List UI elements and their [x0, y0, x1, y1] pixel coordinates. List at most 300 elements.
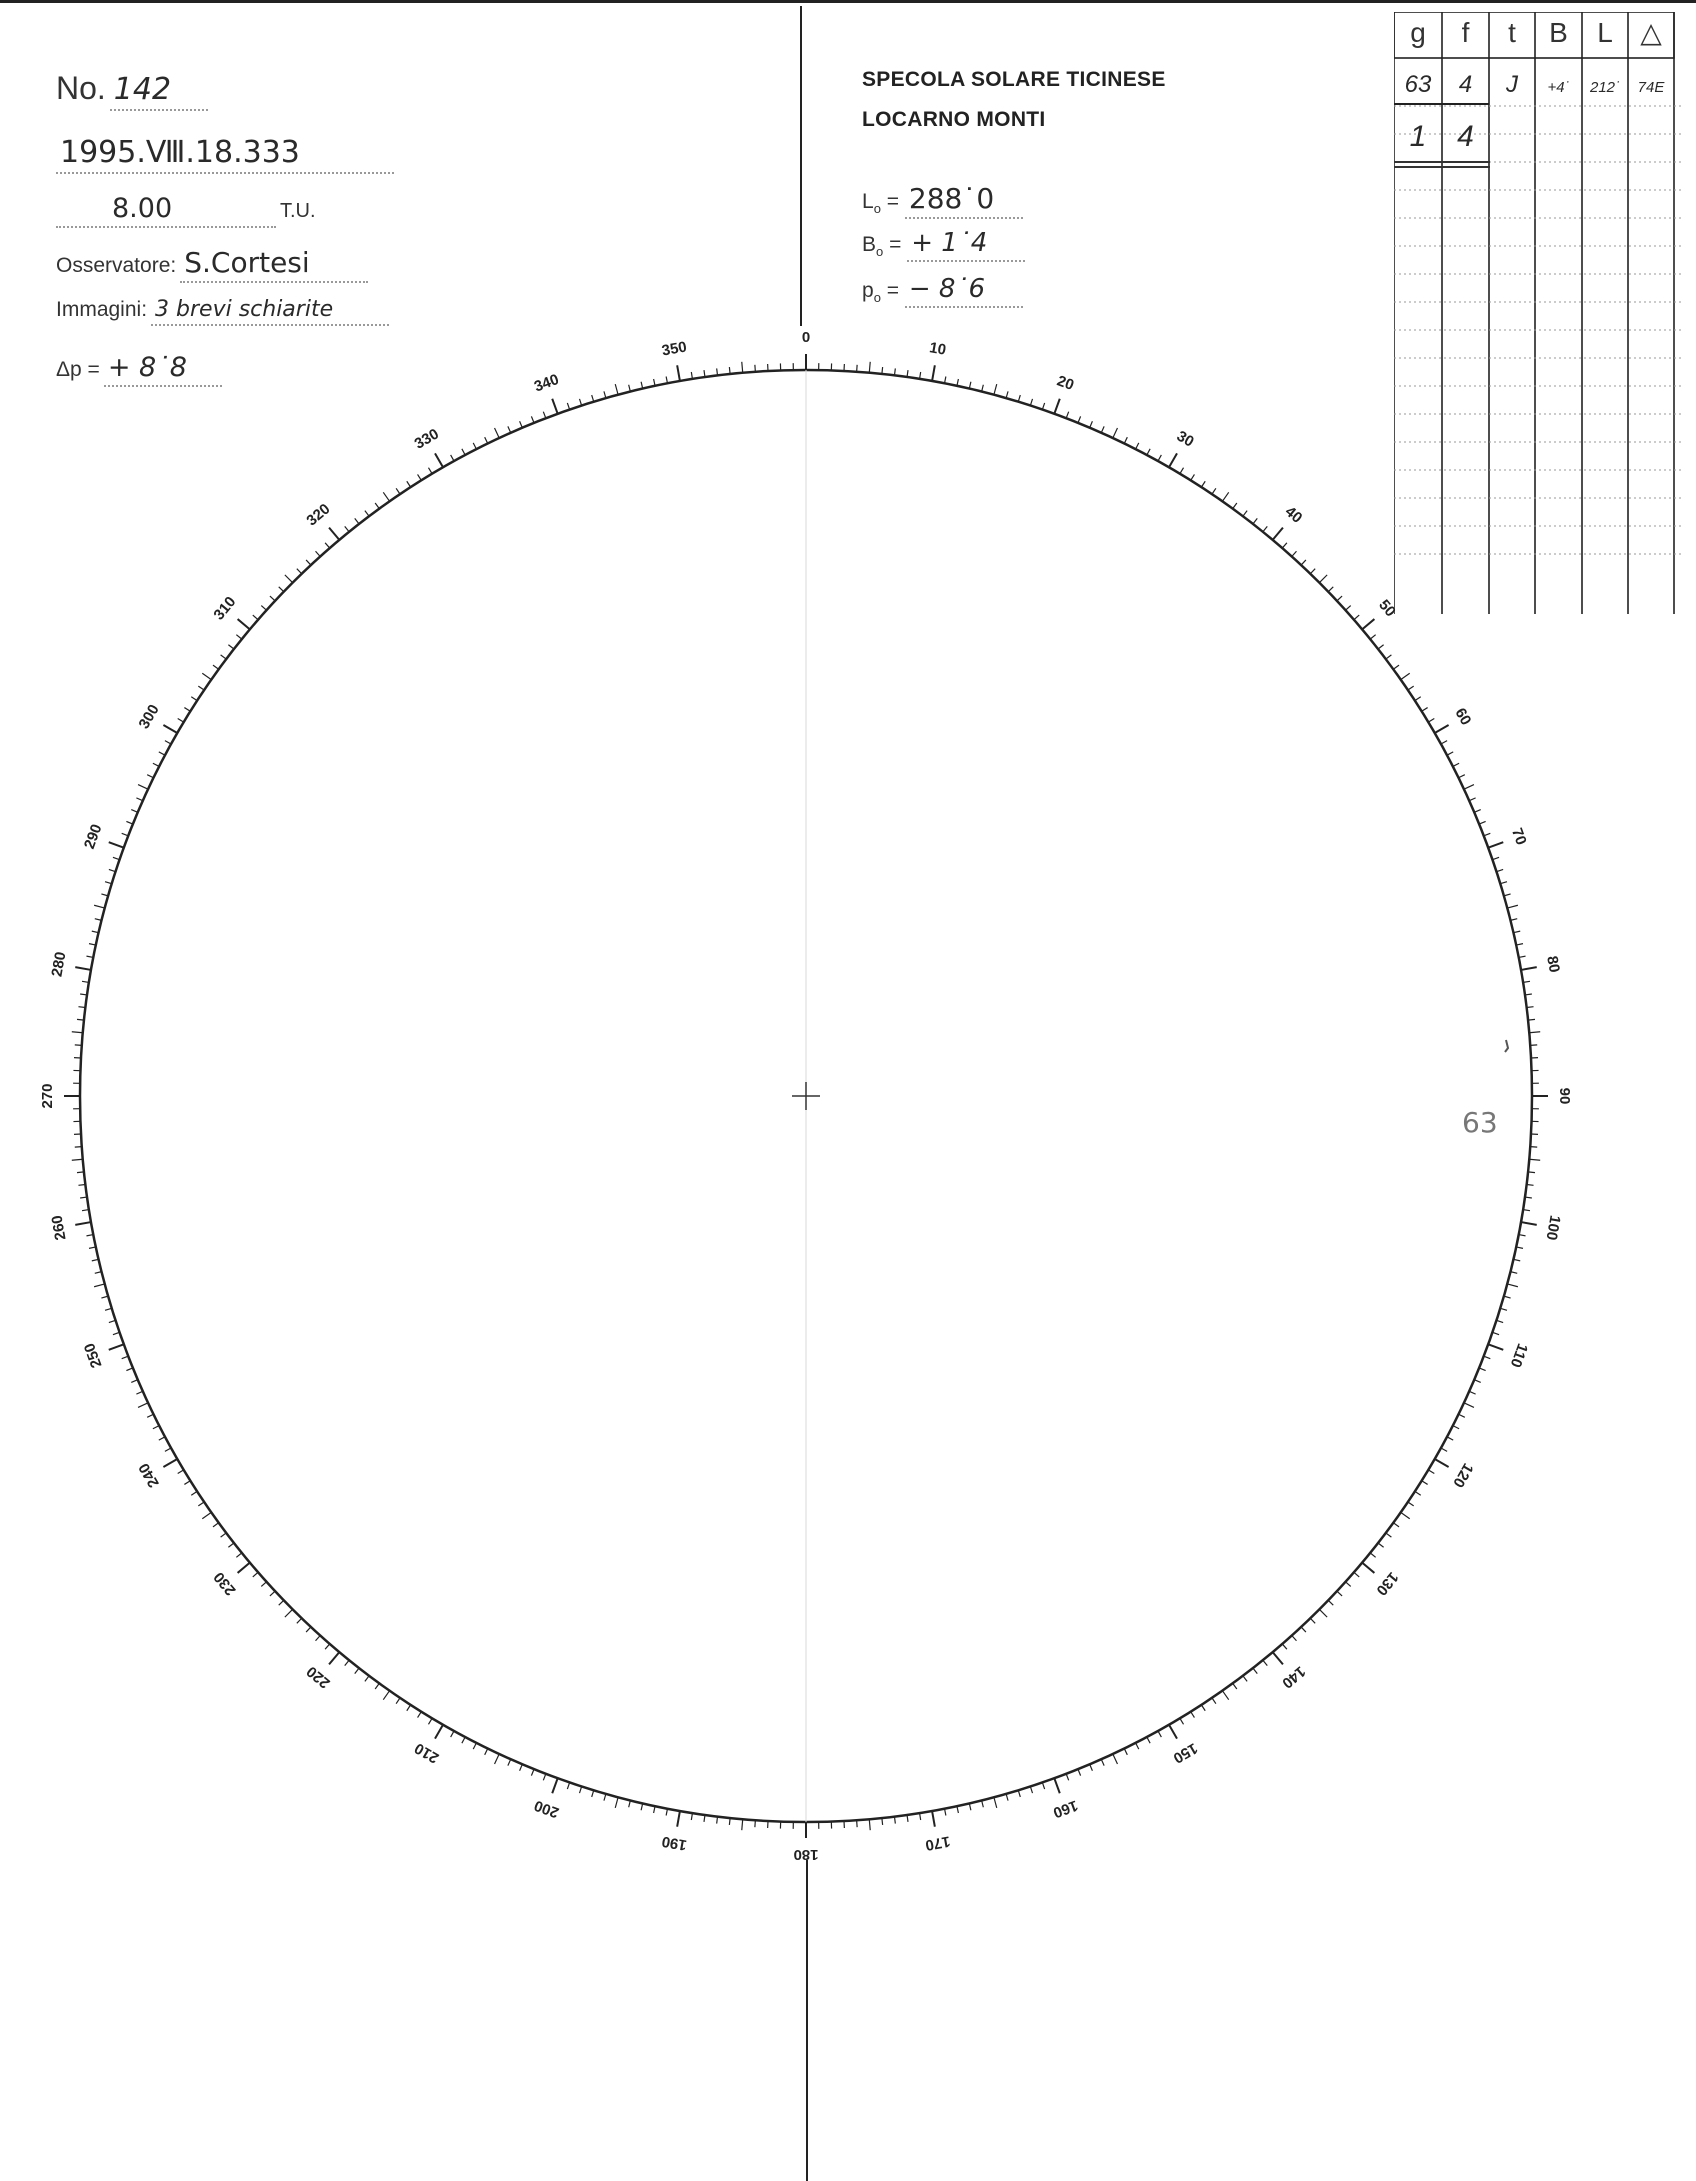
degree-tick [345, 526, 349, 531]
degree-tick [1337, 596, 1342, 601]
degree-tick [1496, 869, 1503, 871]
degree-tick [1488, 842, 1503, 847]
degree-tick [122, 1356, 129, 1359]
degree-tick [1393, 665, 1399, 669]
degree-label: 310 [210, 593, 240, 624]
degree-tick [165, 741, 171, 744]
degree-tick [1054, 1778, 1059, 1793]
degree-tick [1018, 395, 1020, 402]
degree-tick [1492, 857, 1499, 859]
degree-tick [957, 1806, 958, 1813]
degree-tick [1101, 426, 1104, 432]
observatory-name-line1: SPECOLA SOLARE TICINESE [862, 68, 1166, 91]
degree-tick [1201, 481, 1205, 487]
degree-tick [969, 382, 971, 389]
degree-tick [1337, 1591, 1342, 1596]
degree-tick [306, 560, 311, 565]
degree-tick [1310, 569, 1315, 574]
degree-label: 280 [48, 950, 70, 979]
degree-tick [729, 367, 730, 374]
degree-tick [95, 919, 102, 921]
degree-tick [543, 412, 546, 419]
degree-tick [1169, 453, 1177, 467]
degree-label: 90 [1556, 1087, 1574, 1105]
degree-tick [72, 1159, 83, 1160]
date-value: 1995.Ⅷ.18.333 [56, 135, 394, 174]
degree-tick [462, 449, 465, 455]
degree-tick [473, 1743, 476, 1749]
degree-tick [1516, 1247, 1523, 1248]
degree-label: 70 [1507, 825, 1530, 848]
degree-tick [383, 492, 389, 501]
degree-tick [531, 416, 534, 422]
degree-tick [994, 1797, 997, 1808]
degree-tick [94, 1284, 105, 1287]
degree-tick [1301, 560, 1306, 565]
degree-tick [1521, 1222, 1537, 1225]
degree-tick [1282, 543, 1287, 548]
degree-tick [1301, 1627, 1306, 1632]
degree-tick [1435, 725, 1449, 733]
degree-tick [894, 1817, 895, 1824]
degree-tick [202, 673, 211, 679]
degree-tick [932, 1811, 935, 1827]
degree-label: 120 [1449, 1460, 1477, 1491]
degree-tick [279, 1600, 284, 1605]
degree-label: 240 [135, 1460, 163, 1491]
degree-tick [1507, 1284, 1518, 1287]
degree-tick [1441, 741, 1447, 744]
degree-tick [869, 1819, 870, 1830]
time-value: 8.00 [56, 193, 276, 228]
degree-tick [191, 1491, 197, 1495]
degree-label: 160 [1050, 1796, 1081, 1822]
degree-tick [1180, 468, 1184, 474]
degree-tick [191, 697, 197, 701]
degree-tick [473, 443, 476, 449]
degree-tick [147, 775, 153, 778]
degree-tick [396, 488, 400, 494]
degree-tick [418, 474, 422, 480]
degree-label: 80 [1543, 954, 1563, 974]
degree-tick [567, 403, 569, 410]
degree-tick [213, 665, 219, 669]
degree-tick [178, 1470, 184, 1474]
degree-tick [1513, 1259, 1520, 1261]
degree-tick [198, 686, 204, 690]
degree-tick [641, 1803, 643, 1810]
degree-tick [435, 453, 443, 467]
table-header-cell: B [1549, 17, 1568, 48]
degree-tick [297, 1618, 302, 1623]
degree-tick [1447, 1437, 1453, 1440]
degree-tick [1136, 443, 1139, 449]
l0-sub: o [873, 201, 881, 217]
degree-tick [1422, 1481, 1428, 1485]
degree-label: 230 [210, 1568, 240, 1599]
degree-label: 220 [303, 1662, 334, 1692]
degree-tick [742, 1819, 743, 1830]
degree-tick [1401, 1512, 1410, 1518]
degree-label: 110 [1506, 1341, 1531, 1370]
degree-tick [253, 615, 258, 620]
degree-tick [316, 1636, 321, 1641]
degree-tick [894, 368, 895, 375]
degree-tick [325, 1644, 330, 1649]
degree-tick [1488, 1344, 1503, 1349]
degree-tick [1054, 399, 1059, 414]
degree-tick [531, 1769, 534, 1775]
degree-label: 350 [660, 338, 689, 360]
degree-tick [932, 365, 935, 381]
table-cell: 1 [1409, 120, 1427, 153]
degree-tick [717, 368, 718, 375]
degree-tick [592, 395, 594, 402]
degree-tick [1428, 1470, 1434, 1474]
degree-tick [1113, 428, 1118, 438]
degree-label: 180 [793, 1846, 819, 1864]
p0-value: − 8˙6 [905, 274, 1023, 308]
degree-tick [552, 1778, 557, 1793]
degree-tick [1528, 1172, 1535, 1173]
l0-eq: = [886, 190, 900, 213]
degree-tick [1370, 635, 1375, 639]
degree-tick [1428, 718, 1434, 722]
images-label: Immagini: [56, 298, 148, 321]
degree-tick [1496, 1320, 1503, 1322]
degree-tick [1030, 1786, 1032, 1793]
degree-tick [77, 1172, 84, 1173]
degree-tick [75, 1222, 91, 1225]
degree-tick [113, 857, 120, 859]
degree-tick [1243, 511, 1247, 517]
degree-tick [1243, 1676, 1247, 1682]
degree-tick [982, 1800, 984, 1807]
degree-label: 0 [801, 328, 811, 346]
degree-tick [1310, 1618, 1315, 1623]
degree-tick [1441, 1448, 1447, 1451]
degree-tick [1516, 944, 1523, 945]
degree-label: 60 [1451, 705, 1475, 729]
degree-tick [138, 1403, 148, 1408]
degree-tick [178, 718, 184, 722]
degree-tick [729, 1818, 730, 1825]
degree-tick [994, 384, 997, 395]
degree-tick [418, 1712, 422, 1718]
degree-tick [109, 842, 124, 847]
degree-tick [1370, 1553, 1375, 1557]
degree-tick [136, 1391, 142, 1394]
degree-tick [1500, 882, 1507, 884]
degree-tick [1158, 1731, 1161, 1737]
degree-tick [1078, 1769, 1081, 1775]
degree-tick [579, 399, 581, 406]
degree-tick [261, 1582, 266, 1587]
degree-tick [451, 1731, 454, 1737]
degree-tick [1136, 1743, 1139, 1749]
degree-tick [508, 1759, 511, 1765]
degree-label: 10 [928, 339, 948, 359]
degree-label: 340 [531, 370, 562, 396]
degree-tick [1529, 1159, 1540, 1160]
degree-tick [742, 362, 743, 373]
degree-tick [1527, 1007, 1534, 1008]
degree-tick [1393, 1523, 1399, 1527]
degree-tick [1362, 1563, 1374, 1573]
degree-tick [1253, 518, 1257, 524]
degree-tick [508, 426, 511, 432]
degree-tick [1147, 1737, 1150, 1743]
degree-tick [1180, 1718, 1184, 1724]
degree-tick [153, 1426, 159, 1429]
degree-tick [654, 1806, 655, 1813]
degree-tick [1319, 1609, 1327, 1617]
degree-tick [345, 1660, 349, 1665]
degree-tick [1101, 1759, 1104, 1765]
degree-tick [1447, 752, 1453, 755]
degree-tick [365, 511, 369, 517]
degree-tick [109, 1344, 124, 1349]
degree-label: 190 [660, 1832, 689, 1854]
degree-tick [238, 1563, 250, 1573]
degree-label: 140 [1278, 1662, 1309, 1692]
degree-tick [396, 1698, 400, 1704]
degree-tick [1328, 587, 1333, 592]
degree-tick [1492, 1332, 1499, 1334]
degree-tick [579, 1786, 581, 1793]
degree-tick [1464, 785, 1474, 790]
table-header-cell: f [1461, 17, 1470, 48]
degree-label: 330 [411, 425, 442, 453]
degree-tick [1415, 697, 1421, 701]
degree-label: 130 [1372, 1568, 1402, 1599]
degree-tick [1201, 1705, 1205, 1711]
degree-tick [184, 1481, 190, 1485]
degree-tick [1222, 1691, 1228, 1700]
degree-tick [869, 362, 870, 373]
degree-tick [1479, 821, 1485, 824]
degree-tick [1386, 1533, 1392, 1537]
degree-tick [1282, 1644, 1287, 1649]
degree-tick [407, 481, 411, 487]
degree-tick [153, 763, 159, 766]
degree-tick [1459, 1414, 1465, 1417]
degree-tick [641, 382, 643, 389]
dp-label: Δp = [56, 358, 100, 381]
degree-tick [1464, 1403, 1474, 1408]
degree-label: 40 [1281, 503, 1306, 527]
degree-tick [253, 1572, 258, 1577]
degree-tick [654, 379, 655, 386]
degree-tick [1435, 1459, 1449, 1467]
degree-tick [1469, 798, 1475, 801]
degree-tick [365, 1676, 369, 1682]
degree-tick [592, 1790, 594, 1797]
degree-tick [1484, 833, 1491, 836]
table-cell: 63 [1404, 71, 1432, 98]
degree-tick [375, 1683, 379, 1689]
p0-sub: o [873, 290, 881, 306]
degree-tick [316, 551, 321, 556]
degree-tick [109, 869, 116, 871]
degree-tick [1354, 615, 1359, 620]
l0-value: 288˙0 [905, 182, 1023, 219]
degree-tick [238, 619, 250, 629]
degree-label: 20 [1054, 372, 1077, 395]
b0-label: B [862, 233, 877, 256]
degree-tick [1378, 645, 1384, 649]
sunspot-mark [1505, 1040, 1508, 1052]
degree-label: 200 [531, 1796, 562, 1822]
degree-tick [1147, 449, 1150, 455]
degree-tick [1124, 1749, 1127, 1755]
group-annotation: 63 [1462, 1106, 1498, 1139]
degree-tick [520, 421, 523, 427]
degree-tick [285, 575, 293, 583]
degree-tick [78, 1007, 85, 1008]
degree-tick [329, 1652, 339, 1664]
degree-tick [1066, 1774, 1069, 1781]
degree-tick [221, 655, 227, 659]
degree-tick [485, 1749, 488, 1755]
degree-tick [1212, 1698, 1216, 1704]
dp-value: + 8˙8 [104, 352, 222, 387]
degree-tick [882, 367, 883, 374]
degree-tick [495, 1754, 500, 1764]
degree-tick [677, 365, 680, 381]
degree-tick [957, 379, 958, 386]
degree-tick [1042, 1782, 1044, 1789]
l0-label: L [862, 190, 874, 213]
degree-tick [1292, 551, 1297, 556]
degree-tick [325, 543, 330, 548]
degree-tick [1191, 474, 1195, 480]
degree-tick [198, 1502, 204, 1506]
degree-tick [75, 967, 91, 970]
degree-tick [1378, 1543, 1384, 1547]
degree-tick [163, 725, 177, 733]
degree-tick [1422, 708, 1428, 712]
degree-tick [629, 1800, 631, 1807]
degree-tick [72, 1032, 83, 1033]
degree-tick [297, 569, 302, 574]
degree-tick [428, 1718, 432, 1724]
degree-tick [184, 708, 190, 712]
degree-tick [1474, 810, 1480, 813]
degree-tick [1233, 1683, 1237, 1689]
degree-tick [407, 1705, 411, 1711]
degree-tick [279, 587, 284, 592]
degree-tick [109, 1320, 116, 1322]
degree-tick [1362, 619, 1374, 629]
degree-tick [270, 596, 275, 601]
degree-tick [92, 931, 99, 933]
degree-tick [329, 528, 339, 540]
degree-tick [355, 1668, 359, 1674]
degree-tick [1453, 1426, 1459, 1429]
degree-tick [1042, 403, 1044, 410]
degree-tick [1263, 526, 1267, 531]
degree-tick [1529, 1032, 1540, 1033]
degree-tick [1078, 416, 1081, 422]
degree-tick [163, 1459, 177, 1467]
degree-tick [1346, 606, 1351, 611]
degree-tick [1521, 967, 1537, 970]
degree-tick [92, 1259, 99, 1261]
observer-label: Osservatore: [56, 254, 177, 277]
degree-tick [982, 385, 984, 392]
degree-tick [1354, 1572, 1359, 1577]
degree-tick [1292, 1636, 1297, 1641]
degree-tick [1408, 686, 1414, 690]
degree-tick [615, 1797, 618, 1808]
degree-tick [1415, 1491, 1421, 1495]
degree-tick [138, 785, 148, 790]
degree-tick [131, 810, 137, 813]
degree-tick [1453, 763, 1459, 766]
degree-tick [136, 798, 142, 801]
degree-tick [122, 833, 129, 836]
time-unit: T.U. [280, 200, 316, 222]
degree-label: 100 [1542, 1213, 1564, 1242]
table-header-cell: L [1597, 17, 1613, 48]
degree-tick [1408, 1502, 1414, 1506]
degree-tick [1510, 1272, 1517, 1274]
degree-tick [1469, 1391, 1475, 1394]
degree-tick [126, 821, 132, 824]
degree-tick [1386, 655, 1392, 659]
degree-tick [1479, 1368, 1485, 1371]
degree-tick [77, 1019, 84, 1020]
degree-label: 300 [135, 701, 163, 732]
degree-tick [552, 399, 557, 414]
degree-tick [95, 1272, 102, 1274]
degree-label: 30 [1173, 427, 1197, 451]
degree-tick [629, 385, 631, 392]
table-cell: 4 [1457, 120, 1474, 153]
degree-tick [677, 1811, 680, 1827]
p0-label: p [862, 279, 874, 302]
degree-tick [543, 1774, 546, 1781]
degree-tick [1233, 503, 1237, 509]
degree-label: 270 [38, 1083, 56, 1109]
degree-tick [1263, 1660, 1267, 1665]
degree-tick [94, 905, 105, 908]
degree-tick [228, 645, 234, 649]
degree-tick [1273, 1652, 1283, 1664]
degree-tick [202, 1512, 211, 1518]
degree-tick [717, 1817, 718, 1824]
degree-tick [451, 455, 454, 461]
number-label: No. [56, 70, 106, 106]
degree-tick [1090, 421, 1093, 427]
b0-sub: o [876, 244, 884, 260]
degree-tick [495, 428, 500, 438]
degree-tick [1030, 399, 1032, 406]
degree-tick [270, 1591, 275, 1596]
degree-tick [131, 1380, 137, 1383]
degree-tick [228, 1543, 234, 1547]
degree-tick [89, 944, 96, 945]
table-header-cell: t [1508, 17, 1516, 48]
degree-label: 250 [80, 1340, 106, 1371]
degree-label: 210 [411, 1739, 442, 1767]
degree-tick [1459, 775, 1465, 778]
degree-tick [1222, 492, 1228, 501]
degree-tick [221, 1533, 227, 1537]
degree-tick [113, 1332, 120, 1334]
degree-tick [1113, 1754, 1118, 1764]
